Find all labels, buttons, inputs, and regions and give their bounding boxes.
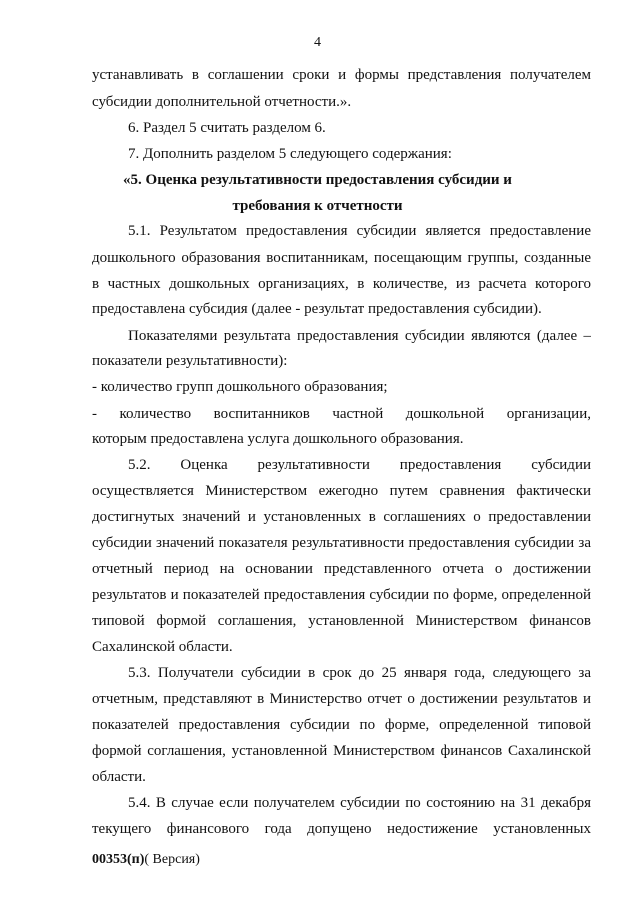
document-footer: [92, 851, 591, 869]
text-line: достигнутых значений и установленных в соглашениях о предоставлении: [92, 509, 591, 525]
text-line: субсидии дополнительной отчетности.».: [92, 94, 352, 110]
text-line: формой соглашения, установленной Министерством финансов Сахалинской: [92, 743, 591, 759]
document-code: 00353(п): [92, 852, 145, 867]
text-line: предоставлена субсидия (далее - результат предоставления субсидии).: [92, 301, 542, 317]
text-line: отчетный период на основании представленного отчета о достижении: [92, 561, 591, 577]
text-line: 5.1. Результатом предоставления субсидии является предоставление: [128, 223, 591, 239]
version-label: ( Версия): [144, 852, 200, 867]
text-line: Показателями результата предоставления субсидии являются (далее –: [128, 328, 591, 344]
text-line: дошкольного образования воспитанникам, посещающим группы, созданные: [92, 250, 591, 266]
text-line: 6. Раздел 5 считать разделом 6.: [128, 120, 326, 136]
text-line: области.: [92, 769, 146, 785]
text-line: 5.4. В случае если получателем субсидии по состоянию на 31 декабря: [128, 795, 591, 811]
text-line: - количество воспитанников частной дошкольной организации,: [92, 406, 591, 422]
text-line: отчетным, представляют в Министерство отчет о достижении результатов и: [92, 691, 591, 707]
text-line: 5.2. Оценка результативности предоставления субсидии: [128, 457, 591, 473]
text-line: результатов и показателей предоставления субсидии по форме, определенной: [92, 587, 591, 603]
text-line: показателей предоставления субсидии по форме, определенной типовой: [92, 717, 591, 733]
text-line: осуществляется Министерством ежегодно путем сравнения фактически: [92, 483, 591, 499]
text-line: показатели результативности):: [92, 353, 288, 369]
page-number: 4: [314, 35, 321, 50]
text-line: которым предоставлена услуга дошкольного образования.: [92, 431, 464, 447]
text-line: Сахалинской области.: [92, 639, 233, 655]
text-line: субсидии значений показателя результативности предоставления субсидии за: [92, 535, 591, 551]
text-line: 5.3. Получатели субсидии в срок до 25 января года, следующего за: [128, 665, 591, 681]
text-line: устанавливать в соглашении сроки и формы представления получателем: [92, 67, 591, 83]
section-heading: требования к отчетности: [232, 198, 403, 214]
text-line: в частных дошкольных организациях, в количестве, из расчета которого: [92, 276, 591, 292]
text-line: 7. Дополнить разделом 5 следующего содержания:: [128, 146, 452, 162]
text-line: - количество групп дошкольного образования;: [92, 379, 388, 395]
text-line: текущего финансового года допущено недостижение установленных: [92, 821, 591, 837]
text-line: типовой формой соглашения, установленной Министерством финансов: [92, 613, 591, 629]
section-heading: «5. Оценка результативности предоставления субсидии и: [123, 172, 512, 188]
